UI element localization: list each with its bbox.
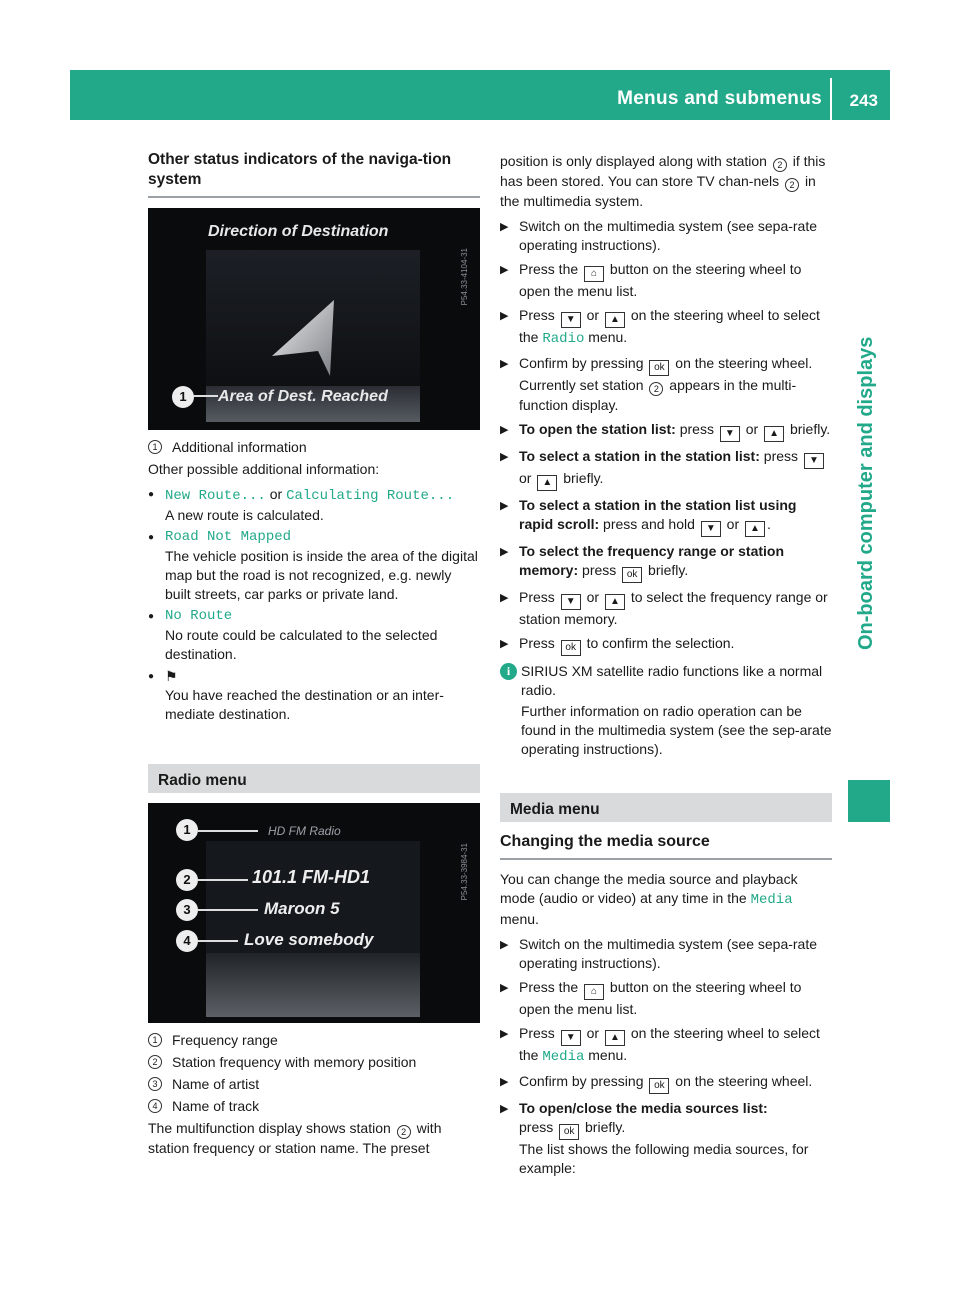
bullet-road-not-mapped: ● Road Not Mapped xyxy=(148,529,292,545)
radio-step-5: ▶ To open the station list: press ▼ or ▲ briefly. xyxy=(500,420,832,442)
home-key-icon: ⌂ xyxy=(584,266,604,282)
radio-step-7: ▶ To select a station in the station list using rapid scroll: press and hold ▼ or ▲ . xyxy=(500,496,832,537)
ok-key-icon: ok xyxy=(649,1078,669,1094)
radio-step-2: ▶ Press the ⌂ button on the steering wheel to open the menu list. xyxy=(500,261,802,299)
screen1-callout-number: 1 xyxy=(172,386,194,408)
media-step-3: ▶ Press ▼ or ▲ on the steering wheel to select the Media menu. xyxy=(500,1025,820,1065)
bullet-new-route: ● New Route... or Calculating Route... xyxy=(148,486,455,504)
ok-key-icon: ok xyxy=(649,360,669,376)
callout-1 xyxy=(148,438,480,457)
left-column xyxy=(148,150,480,1164)
screen2-num-4: 4 xyxy=(176,930,198,952)
radio-screen-image xyxy=(148,803,480,1023)
screen1-image-code: P54.33-4104-31 xyxy=(460,248,469,306)
section-title-status: Other status indicators of the naviga-tion system xyxy=(148,150,480,198)
page-header xyxy=(70,70,890,120)
step-arrow-icon: ▶ xyxy=(500,221,509,233)
side-tab-marker xyxy=(848,780,890,822)
destination-flag-icon: ⚑ xyxy=(165,668,178,684)
ok-key-icon: ok xyxy=(561,640,581,656)
bullet-destination-flag: ● ⚑ xyxy=(148,668,178,684)
radio-menu-label: Radio xyxy=(542,331,585,347)
radio-callout-1: 1 Frequency range xyxy=(148,1031,480,1050)
possible-info-intro: Other possible additional information: xyxy=(148,461,380,477)
preset-text: position is only displayed along with station 2 if this has been stored. You can store TV chan-nels 2 in the multimedia system. xyxy=(500,153,826,209)
radio-callout-2: 2 Station frequency with memory position xyxy=(148,1053,480,1072)
screen2-station: 101.1 FM-HD1 xyxy=(252,867,371,887)
road-not-mapped-label: Road Not Mapped xyxy=(165,529,292,545)
screen1-title: Direction of Destination xyxy=(208,223,389,240)
header-title: Menus and submenus xyxy=(617,88,822,109)
screen2-num-2: 2 xyxy=(176,869,198,891)
no-route-desc: No route could be calculated to the selected destination. xyxy=(165,627,438,662)
media-menu-label: Media xyxy=(542,1049,585,1065)
navigation-screen-image xyxy=(148,208,480,430)
down-key-icon: ▼ xyxy=(561,1030,581,1046)
up-key-icon: ▲ xyxy=(605,312,625,328)
side-tab-label-wrap xyxy=(857,180,881,650)
road-not-mapped-desc: The vehicle position is inside the area of the digital map but the road is not recognized, e.g. newly built streets, car parks or private land. xyxy=(165,548,478,602)
screen2-track: Love somebody xyxy=(244,930,374,949)
side-tab-label: On-board computer and displays xyxy=(855,336,877,650)
radio-callout-4: 4 Name of track xyxy=(148,1097,480,1116)
up-key-icon: ▲ xyxy=(764,426,784,442)
no-route-label: No Route xyxy=(165,608,233,624)
media-menu-heading: Media menu xyxy=(500,793,832,822)
screen2-image-code: P54.33-3984-31 xyxy=(460,843,469,901)
radio-callout-3: 3 Name of artist xyxy=(148,1075,480,1094)
screen2-artist: Maroon 5 xyxy=(264,899,340,918)
media-step-4: ▶ Confirm by pressing ok on the steering wheel. xyxy=(500,1072,832,1094)
bullet-no-route: ● No Route xyxy=(148,608,233,624)
down-key-icon: ▼ xyxy=(561,312,581,328)
destination-reached-desc: You have reached the destination or an inter-mediate destination. xyxy=(165,687,444,722)
media-menu-label: Media xyxy=(750,892,793,908)
page-number: 243 xyxy=(849,91,878,110)
ok-key-icon: ok xyxy=(559,1124,579,1140)
radio-step-10: ▶ Press ok to confirm the selection. xyxy=(500,634,832,656)
down-key-icon: ▼ xyxy=(561,594,581,610)
info-icon: i xyxy=(500,663,517,680)
media-step-5: ▶ To open/close the media sources list: press ok briefly. The list shows the following media sources, for example: xyxy=(500,1100,809,1176)
up-key-icon: ▲ xyxy=(605,594,625,610)
media-step-2: ▶ Press the ⌂ button on the steering wheel to open the menu list. xyxy=(500,979,802,1017)
media-intro-text: You can change the media source and playback mode (audio or video) at any time in the Media menu. xyxy=(500,871,798,927)
radio-step-9: ▶ Press ▼ or ▲ to select the frequency range or station memory. xyxy=(500,589,828,627)
media-subsection-title: Changing the media source xyxy=(500,832,832,860)
callout-number: 1 xyxy=(148,440,162,454)
new-route-desc: A new route is calculated. xyxy=(165,507,324,523)
multifunction-display-text: The multifunction display shows station 2 with station frequency or station name. The preset xyxy=(148,1120,442,1156)
down-key-icon: ▼ xyxy=(804,453,824,469)
home-key-icon: ⌂ xyxy=(584,984,604,1000)
radio-step-1: ▶ Switch on the multimedia system (see sepa-rate operating instructions). xyxy=(500,218,818,253)
info-text-2: Further information on radio operation can be found in the multimedia system (see the sep-arate operating instructions). xyxy=(521,703,832,757)
new-route-label: New Route... xyxy=(165,488,266,504)
radio-step-6: ▶ To select a station in the station list: press ▼ or ▲ briefly. xyxy=(500,447,832,491)
radio-menu-heading: Radio menu xyxy=(148,764,480,793)
radio-step-8: ▶ To select the frequency range or station memory: press ok briefly. xyxy=(500,542,832,583)
media-step-1: ▶ Switch on the multimedia system (see sepa-rate operating instructions). xyxy=(500,936,818,971)
ok-key-icon: ok xyxy=(622,567,642,583)
calculating-route-label: Calculating Route... xyxy=(286,488,455,504)
screen2-num-1: 1 xyxy=(176,819,198,841)
up-key-icon: ▲ xyxy=(605,1030,625,1046)
radio-step-4: ▶ Confirm by pressing ok on the steering wheel. Currently set station 2 appears in the multi-function display. xyxy=(500,355,813,413)
up-key-icon: ▲ xyxy=(745,521,765,537)
down-key-icon: ▼ xyxy=(701,521,721,537)
header-divider xyxy=(830,78,832,120)
down-key-icon: ▼ xyxy=(720,426,740,442)
callout-text: Additional information xyxy=(172,439,307,455)
radio-step-3: ▶ Press ▼ or ▲ on the steering wheel to select the Radio menu. xyxy=(500,307,820,347)
bullet-mark: ● xyxy=(148,489,155,500)
screen2-frequency-range: HD FM Radio xyxy=(268,824,341,838)
up-key-icon: ▲ xyxy=(537,475,557,491)
info-text-1: SIRIUS XM satellite radio functions like a normal radio. xyxy=(521,663,823,698)
screen2-num-3: 3 xyxy=(176,899,198,921)
right-column xyxy=(500,152,832,1183)
screen1-callout-text: Area of Dest. Reached xyxy=(218,388,388,405)
info-note xyxy=(500,662,832,759)
